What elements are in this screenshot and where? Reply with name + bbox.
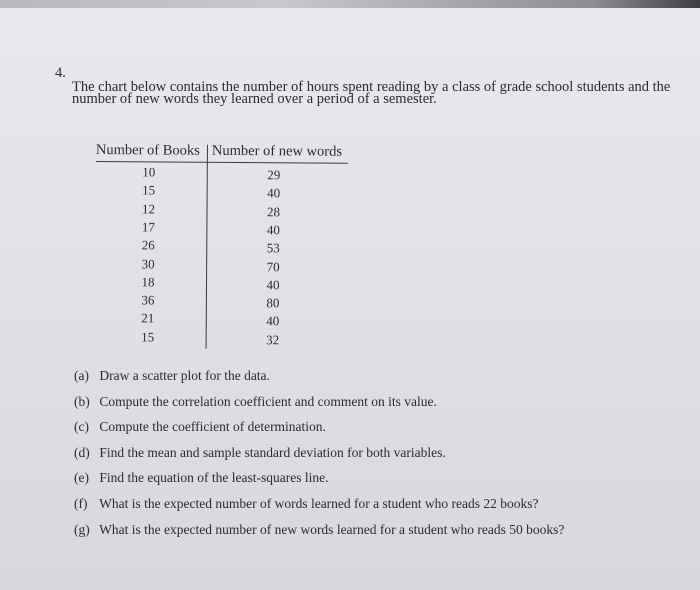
data-table <box>95 142 348 350</box>
top-edge <box>0 0 700 8</box>
part-label: (e) <box>74 470 89 486</box>
table-cell-books: 26 <box>141 237 155 253</box>
part-label: (c) <box>74 419 89 435</box>
part-label: (f) <box>74 496 88 511</box>
table-cell-words: 29 <box>267 167 281 183</box>
question-part <box>74 470 328 486</box>
column-divider <box>206 145 208 349</box>
question-part <box>74 368 270 384</box>
problem-text-line-1: The chart below contains the number of hours spent reading by a class of grade school students and the <box>72 79 671 95</box>
table-cell-words: 40 <box>266 276 280 293</box>
part-text: What is the expected number of words learned for a student who reads 22 books? <box>99 496 539 511</box>
header-words: Number of new words <box>211 142 343 160</box>
question-part <box>74 394 437 410</box>
table-cell-books: 18 <box>141 274 155 290</box>
table-cell-books: 15 <box>142 182 156 198</box>
question-part <box>74 419 326 435</box>
problem-text-line-2: number of new words they learned over a period of a semester. <box>72 91 437 107</box>
header-books: Number of Books <box>95 142 200 159</box>
part-text: Compute the correlation coefficient and comment on its value. <box>99 393 437 409</box>
table-cell-words: 28 <box>266 203 281 219</box>
question-part <box>74 496 539 512</box>
table-cell-words: 53 <box>266 240 280 256</box>
table-cell-words: 80 <box>266 295 280 311</box>
part-text: Find the equation of the least-squares line. <box>99 470 329 486</box>
question-part <box>74 522 564 538</box>
question-part <box>74 445 446 461</box>
part-text: What is the expected number of new words learned for a student who reads 50 books? <box>99 521 565 537</box>
part-label: (g) <box>74 521 90 537</box>
table-cell-books: 15 <box>141 329 155 345</box>
part-text: Find the mean and sample standard deviation for both variables. <box>99 444 446 460</box>
table-cell-books: 21 <box>141 310 155 326</box>
table-cell-books: 10 <box>142 164 156 180</box>
table-cell-words: 40 <box>266 222 280 238</box>
table-cell-books: 12 <box>141 200 156 217</box>
part-label: (b) <box>74 393 90 409</box>
problem-number: 4. <box>55 65 66 81</box>
part-label: (a) <box>74 368 89 383</box>
part-text: Draw a scatter plot for the data. <box>99 368 270 383</box>
table-cell-books: 36 <box>141 292 155 308</box>
table-cell-books: 30 <box>141 255 155 271</box>
table-cell-words: 70 <box>266 258 280 274</box>
part-label: (d) <box>74 444 90 460</box>
table-cell-books: 17 <box>141 219 155 235</box>
part-text: Compute the coefficient of determination. <box>99 419 326 435</box>
table-cell-words: 40 <box>266 313 280 329</box>
document-page <box>0 8 700 590</box>
table-cell-words: 40 <box>267 185 281 201</box>
table-cell-words: 32 <box>266 331 280 347</box>
